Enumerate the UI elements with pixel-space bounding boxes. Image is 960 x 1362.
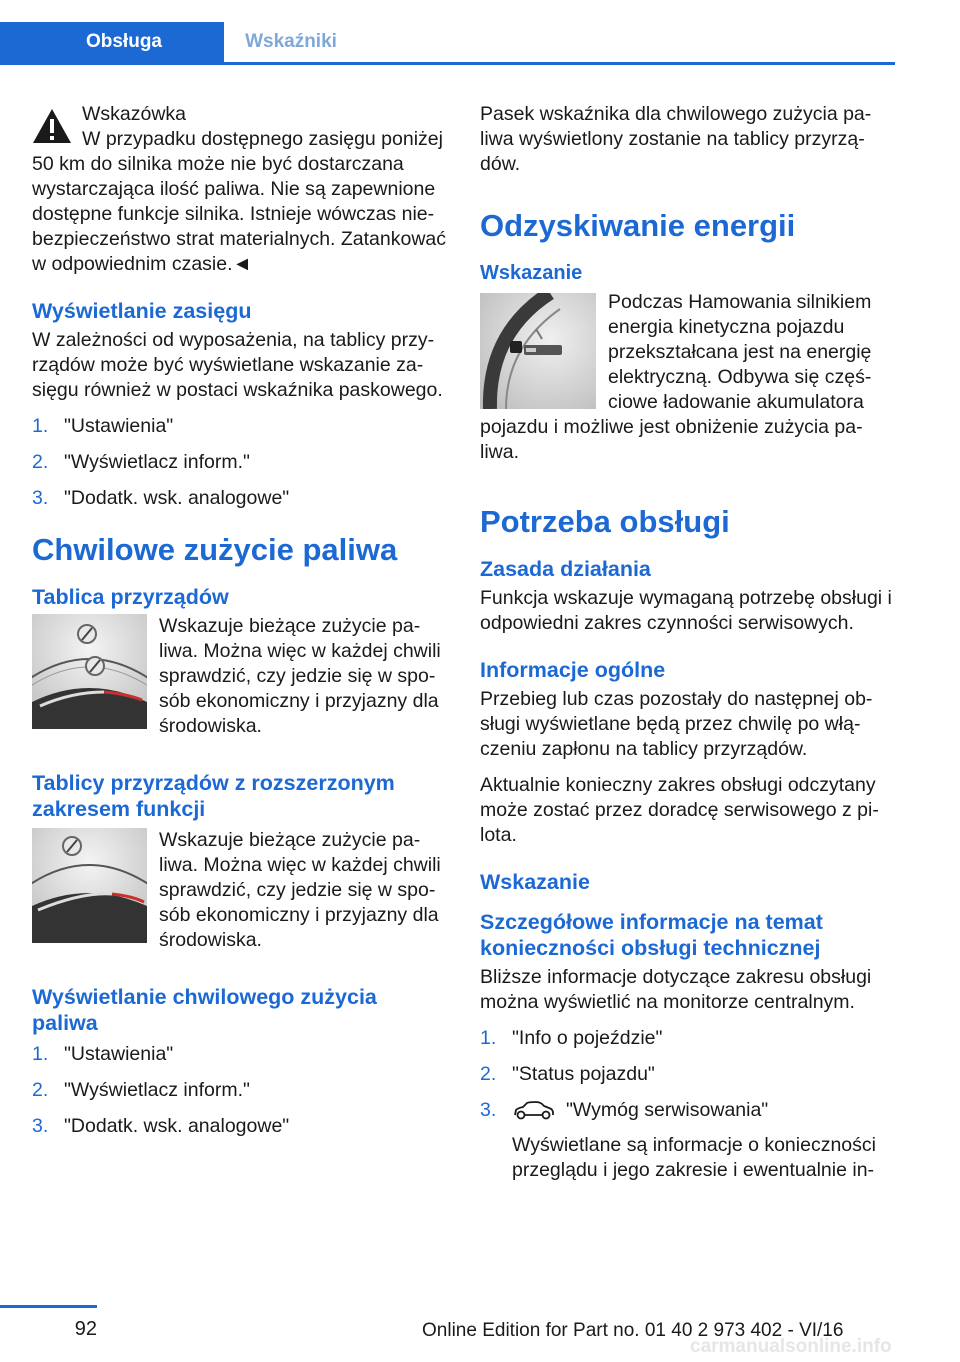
footer-rule [0,1305,97,1308]
energy-text: Podczas Hamowania silnikiem energia kinetyczna pojazdu przekształcana jest na energię elektryczną. Odbywa się częściowe ładowanie akumulatora pojazdu i możliwe jest obniżenie zużycia paliwa. [480,291,872,463]
general-heading: Informacje ogólne [480,658,666,682]
page-number: 92 [74,1318,97,1340]
warning-text: W przypadku dostępnego zasięgu poniżej 50 km do silnika może nie być dostarczana wystarczająca ilość paliwa. Nie są zapewnione dostępne funkcje silnika. Istnieje wówczas niebezpieczeństwo strat materialnych. Zatankować w odpowiednim czasie.◄ [32,128,447,275]
header-tabbar [0,22,895,65]
service-heading: Potrzeba obsługi [480,504,730,539]
extended-heading: Tablicy przyrządów z rozszerzonym zakresem funkcji [32,771,395,821]
range-display-heading: Wyświetlanie zasięgu [32,299,252,323]
list-item: 3. "Wymóg serwisowania" Wyświetlane są informacje o konieczności przeglądu i jego zakresie i ewentualnie in- [480,1098,895,1183]
instrument-figure-row [32,614,448,750]
warning-note [32,102,448,127]
right-column [480,102,895,1194]
fuel-steps-list [32,1042,448,1139]
warning-triangle-icon [32,108,72,144]
display-heading: Wskazanie [480,870,590,894]
list-item: 2. "Status pojazdu" [480,1063,655,1085]
left-column [32,102,448,1150]
range-steps-list [32,414,448,511]
list-item: 3. "Dodatk. wsk. analogowe" [32,1115,290,1137]
instrument-text: Wskazuje bieżące zużycie paliwa. Można więc w każdej chwili sprawdzić, czy jedzie się w sposób ekonomiczny i przyjazny dla środowiska. [159,615,441,737]
list-item: 2. "Wyświetlacz inform." [32,451,250,473]
range-display-text: W zależności od wyposażenia, na tablicy przyrządów może być wyświetlane wskazanie zasięgu również w postaci wskaźnika paskowego. [32,329,443,401]
principle-heading: Zasada działania [480,557,651,581]
list-item: 3. "Dodatk. wsk. analogowe" [32,487,290,509]
fuel-heading: Chwilowe zużycie paliwa [32,532,398,567]
detail-text: Bliższe informacje dotyczące zakresu obsługi można wyświetlić na monitorze centralnym. [480,966,872,1013]
step3-extra-text: Wyświetlane są informacje o konieczności przeglądu i jego zakresie i ewentualnie in- [512,1134,876,1181]
service-steps-list [480,1026,895,1183]
general-text-1: Przebieg lub czas pozostały do następnej obsługi wyświetlane będą przez chwilę po włączeniu zapłonu na tablicy przyrządów. [480,688,873,760]
watermark: carmanualsonline.info [690,1336,892,1357]
instrument-heading: Tablica przyrządów [32,585,229,609]
warning-title: Wskazówka [82,103,187,125]
list-item: 1. "Ustawienia" [32,1043,174,1065]
detail-heading: Szczegółowe informacje na temat konieczności obsługi technicznej [480,910,823,960]
list-item: 1. "Ustawienia" [32,415,174,437]
extended-figure-row [32,828,448,964]
energy-recovery-image [480,293,596,409]
bar-text: Pasek wskaźnika dla chwilowego zużycia paliwa wyświetlony zostanie na tablicy przyrządów. [480,103,872,175]
car-icon [512,1100,556,1122]
principle-text: Funkcja wskazuje wymaganą potrzebę obsługi i odpowiedni zakres czynności serwisowych. [480,587,892,634]
energy-sub-heading: Wskazanie [480,262,583,284]
edition-info: Online Edition for Part no. 01 40 2 973 402 - VI/16 [422,1320,844,1341]
extended-cluster-image [32,828,147,943]
list-item: 2. "Wyświetlacz inform." [32,1079,250,1101]
energy-block [480,290,895,476]
tab-obsluga[interactable]: Obsługa [0,22,224,62]
general-text-2: Aktualnie konieczny zakres obsługi odczytany może zostać przez doradcę serwisowego z pilota. [480,774,879,846]
list-item: 1. "Info o pojeździe" [480,1027,663,1049]
extended-text: Wskazuje bieżące zużycie paliwa. Można więc w każdej chwili sprawdzić, czy jedzie się w sposób ekonomiczny i przyjazny dla środowiska. [159,829,441,951]
energy-heading: Odzyskiwanie energii [480,208,796,243]
instrument-cluster-image [32,614,147,729]
tab-wskazniki[interactable]: Wskaźniki [245,31,337,52]
fuel-display-heading: Wyświetlanie chwilowego zużycia paliwa [32,985,377,1035]
